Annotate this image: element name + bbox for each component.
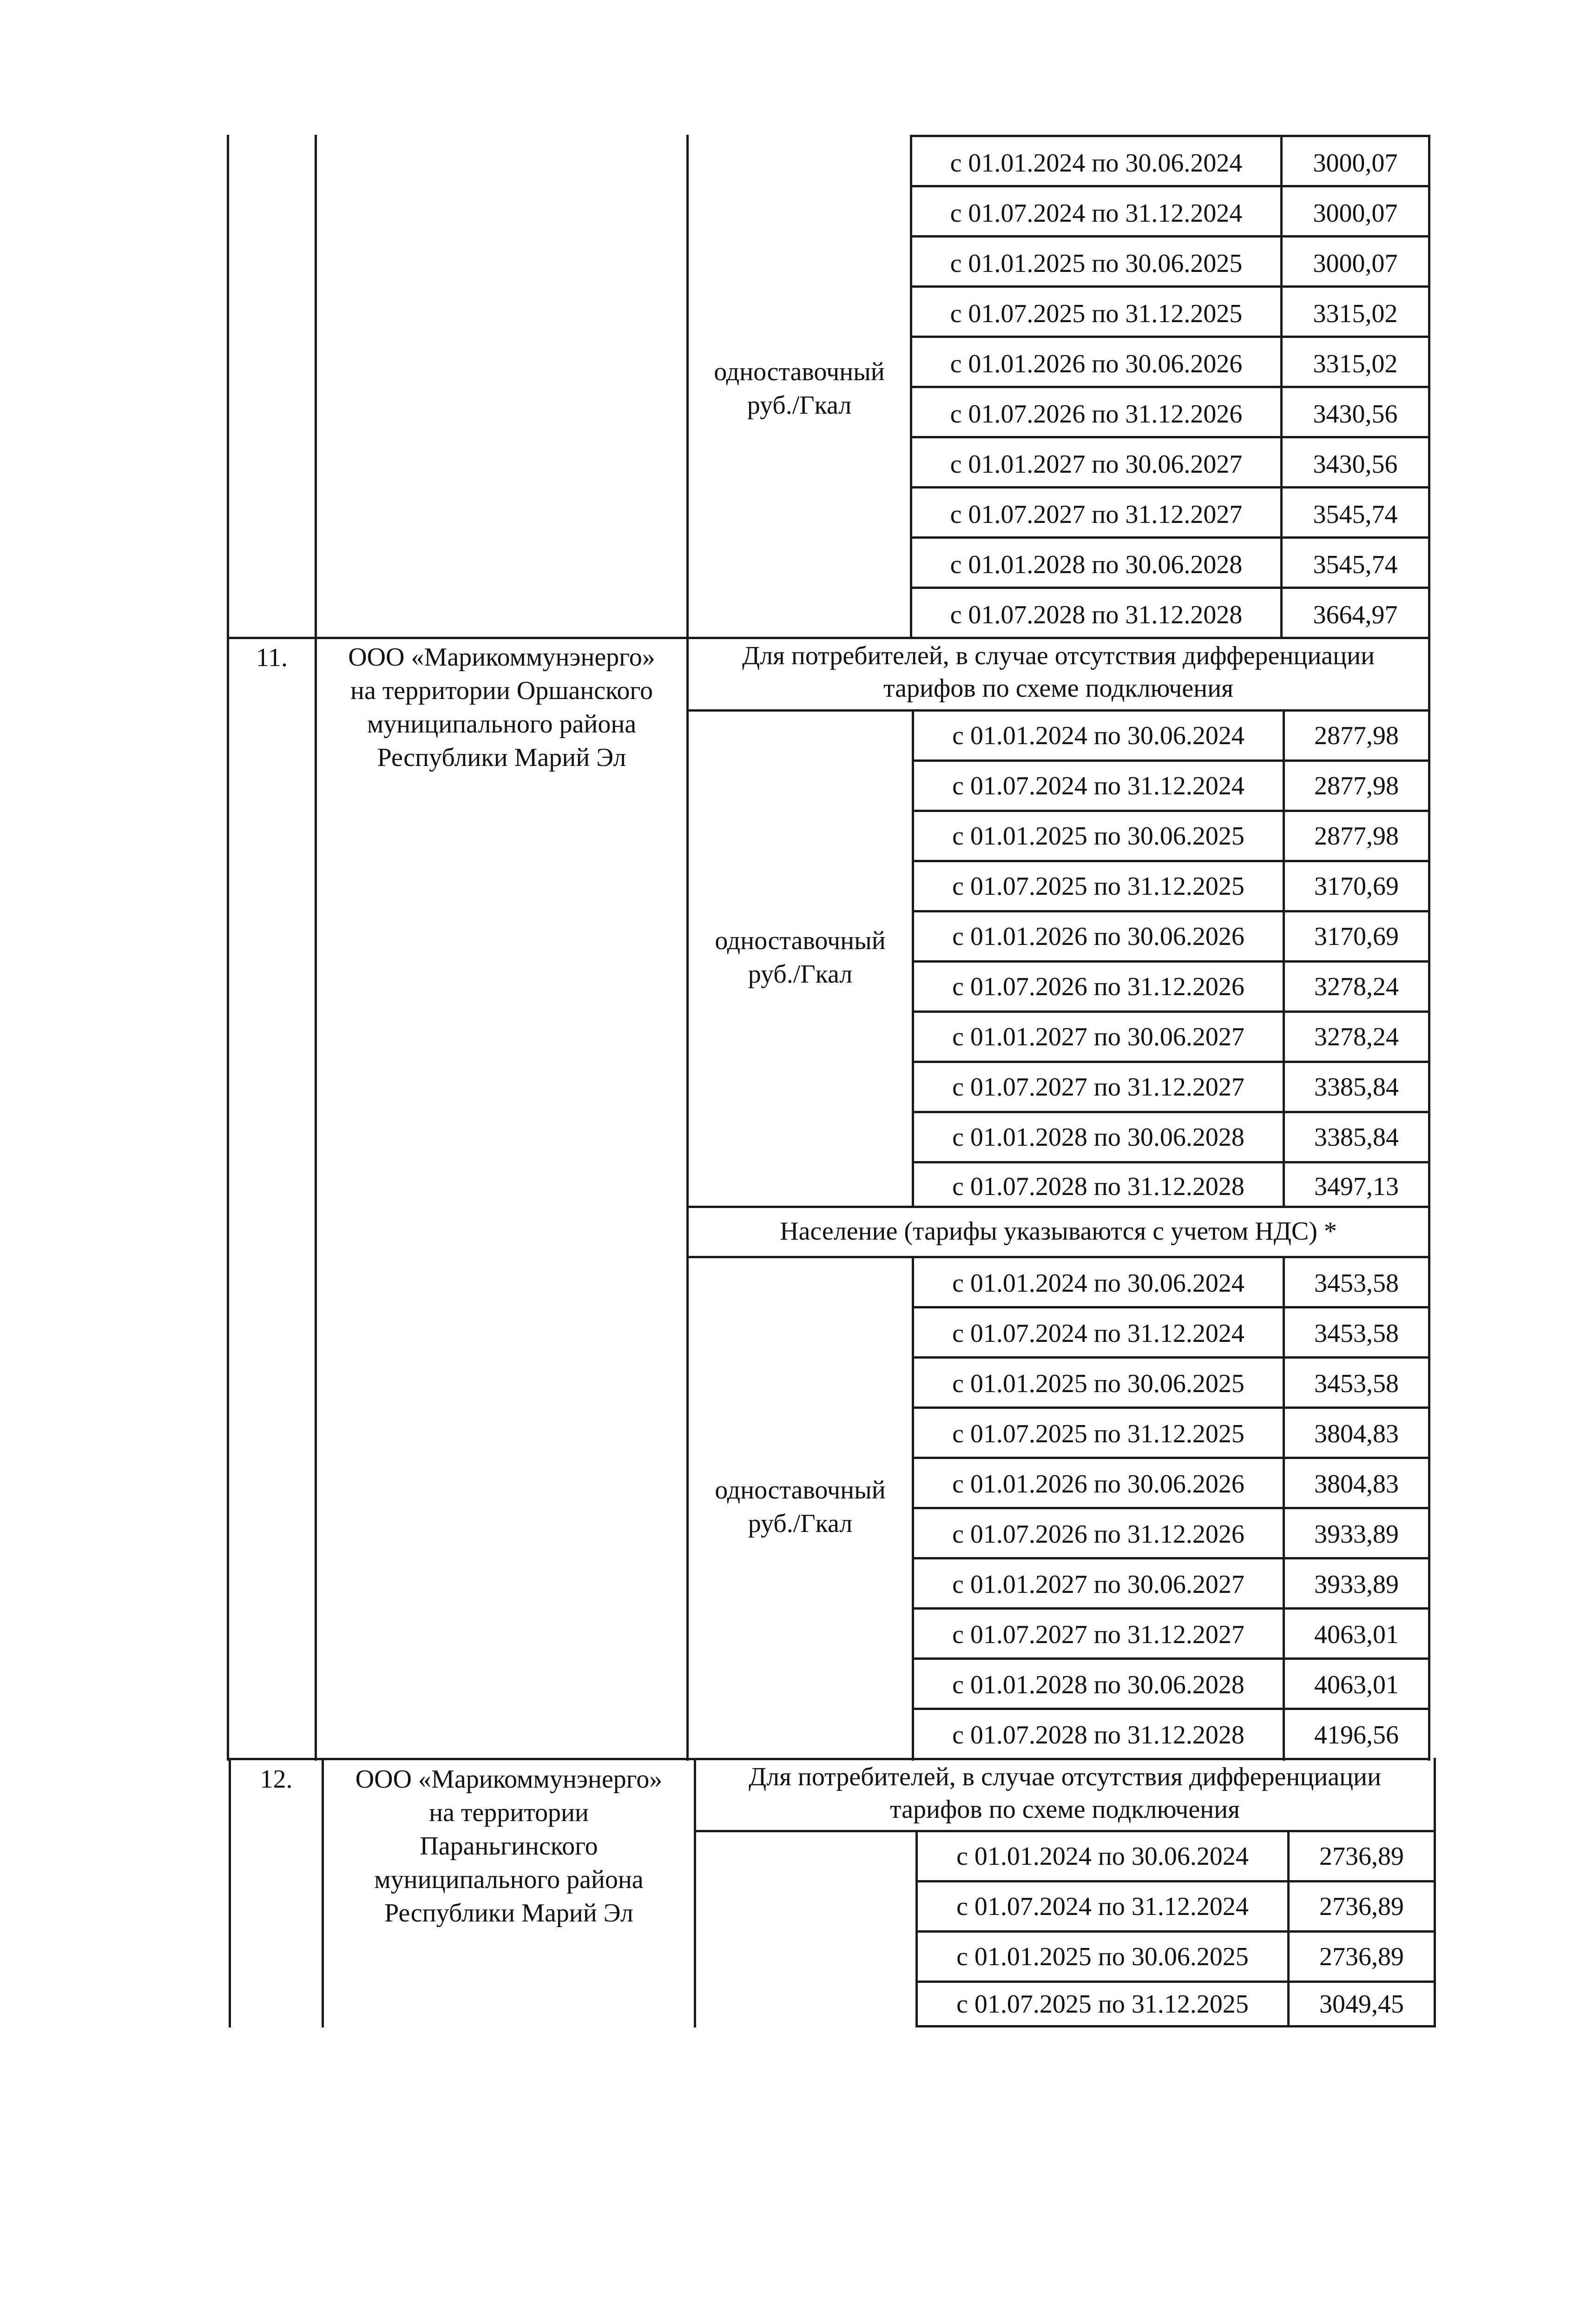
table-border (694, 1830, 1436, 1832)
tariff-value: 3170,69 (1314, 922, 1399, 951)
table-border (315, 135, 317, 639)
tariff-value: 2736,89 (1319, 1842, 1404, 1871)
table-border (912, 1657, 1430, 1660)
period-cell: с 01.07.2026 по 31.12.2026 (952, 1520, 1244, 1549)
table-border (910, 185, 1430, 187)
table-border (915, 1930, 1436, 1933)
table-border (912, 1507, 1430, 1509)
table-border (912, 1061, 1430, 1063)
table-border (912, 1161, 1430, 1163)
tariff-value: 3278,24 (1314, 972, 1399, 1001)
table-border (910, 486, 1430, 489)
population-category-header: Население (тарифы указываются с учетом НДС) * (780, 1217, 1337, 1246)
table-border (912, 1406, 1430, 1409)
period-cell: с 01.07.2024 по 31.12.2024 (952, 772, 1244, 800)
unit-label (689, 1473, 912, 1540)
unit-label (689, 924, 912, 991)
tariff-value: 2877,98 (1314, 772, 1399, 800)
tariff-value: 3430,56 (1313, 450, 1398, 479)
period-cell: с 01.07.2028 по 31.12.2028 (952, 1172, 1244, 1201)
table-border (912, 1356, 1430, 1359)
table-border (227, 637, 1430, 639)
tariff-value: 4063,01 (1314, 1620, 1399, 1649)
table-border (910, 336, 1430, 338)
table-border (915, 1880, 1436, 1882)
tariff-value: 2877,98 (1314, 721, 1399, 750)
period-cell: с 01.07.2027 по 31.12.2027 (950, 500, 1243, 529)
unit-label-line2: руб./Гкал (748, 1509, 853, 1538)
period-cell: с 01.07.2028 по 31.12.2028 (952, 1721, 1244, 1750)
table-border (229, 1758, 231, 2027)
period-cell: с 01.01.2026 по 30.06.2026 (952, 922, 1244, 951)
tariff-value: 4063,01 (1314, 1670, 1399, 1699)
period-cell: с 01.01.2024 по 30.06.2024 (952, 1269, 1244, 1298)
table-border (910, 235, 1430, 238)
tariff-value: 3278,24 (1314, 1023, 1399, 1051)
period-cell: с 01.07.2025 по 31.12.2025 (956, 1990, 1249, 2019)
entry-number: 11. (256, 643, 288, 672)
tariff-value: 3804,83 (1314, 1419, 1399, 1448)
category-line: тарифов по схеме подключения (883, 674, 1233, 703)
table-border (686, 1206, 1430, 1208)
organization-line: ООО «Марикоммунэнерго» (355, 1765, 663, 1794)
tariff-value: 2736,89 (1319, 1942, 1404, 1971)
organization-line: муниципального района (374, 1865, 644, 1894)
period-cell: с 01.01.2024 по 30.06.2024 (956, 1842, 1249, 1871)
organization-line: Республики Марий Эл (377, 743, 626, 772)
table-border (315, 637, 317, 1761)
period-cell: с 01.01.2024 по 30.06.2024 (950, 149, 1243, 178)
period-cell: с 01.07.2024 по 31.12.2024 (950, 199, 1243, 228)
unit-label (689, 355, 910, 422)
tariff-value: 3933,89 (1314, 1520, 1399, 1549)
tariff-value: 3385,84 (1314, 1073, 1399, 1102)
period-cell: с 01.07.2027 по 31.12.2027 (952, 1073, 1244, 1102)
table-border (910, 436, 1430, 438)
tariff-value: 4196,56 (1314, 1721, 1399, 1750)
category-line: тарифов по схеме подключения (890, 1795, 1240, 1824)
period-cell: с 01.07.2026 по 31.12.2026 (952, 972, 1244, 1001)
table-border (910, 587, 1430, 589)
tariff-value: 3000,07 (1313, 249, 1398, 278)
period-cell: с 01.07.2024 по 31.12.2024 (952, 1319, 1244, 1348)
tariff-value: 3664,97 (1313, 601, 1398, 629)
table-border (227, 135, 229, 639)
tariff-value: 3000,07 (1313, 149, 1398, 178)
period-cell: с 01.07.2025 по 31.12.2025 (952, 872, 1244, 901)
organization-line: ООО «Марикоммунэнерго» (348, 643, 655, 672)
tariff-value: 3497,13 (1314, 1172, 1399, 1201)
period-cell: с 01.07.2026 по 31.12.2026 (950, 400, 1243, 429)
tariff-value: 3453,58 (1314, 1319, 1399, 1348)
table-border (915, 2025, 1436, 2027)
organization-line: на территории (429, 1798, 589, 1827)
table-border (1428, 637, 1430, 1761)
table-border (910, 536, 1430, 539)
table-border (910, 285, 1430, 288)
unit-label-line2: руб./Гкал (748, 960, 853, 989)
period-cell: с 01.07.2024 по 31.12.2024 (956, 1892, 1249, 1921)
period-cell: с 01.07.2027 по 31.12.2027 (952, 1620, 1244, 1649)
table-border (686, 709, 1430, 712)
unit-label-line1: одноставочный (715, 926, 886, 955)
tariff-value: 3000,07 (1313, 199, 1398, 228)
table-border (686, 1256, 1430, 1258)
period-cell: с 01.01.2025 по 30.06.2025 (950, 249, 1243, 278)
organization-name (317, 640, 686, 774)
table-border (912, 1457, 1430, 1459)
table-border (227, 637, 229, 1761)
unit-label-line2: руб./Гкал (747, 391, 852, 420)
table-border (912, 759, 1430, 762)
unit-label-line1: одноставочный (715, 1476, 886, 1505)
period-cell: с 01.01.2026 по 30.06.2026 (952, 1470, 1244, 1499)
period-cell: с 01.07.2025 по 31.12.2025 (950, 299, 1243, 328)
period-cell: с 01.01.2027 по 30.06.2027 (952, 1570, 1244, 1599)
tariff-value: 2736,89 (1319, 1892, 1404, 1921)
category-line: Для потребителей, в случае отсутствия дифференциации (742, 641, 1375, 670)
table-border (912, 1010, 1430, 1013)
tariff-value: 3315,02 (1313, 350, 1398, 378)
period-cell: с 01.01.2028 по 30.06.2028 (952, 1123, 1244, 1152)
organization-line: Республики Марий Эл (384, 1899, 633, 1928)
tariff-value: 3804,83 (1314, 1470, 1399, 1499)
organization-line: на территории Оршанского (350, 676, 653, 705)
entry-number: 12. (260, 1765, 293, 1794)
period-cell: с 01.01.2028 по 30.06.2028 (952, 1670, 1244, 1699)
table-border (912, 960, 1430, 963)
period-cell: с 01.07.2028 по 31.12.2028 (950, 601, 1243, 629)
tariff-value: 3315,02 (1313, 299, 1398, 328)
tariff-value: 3430,56 (1313, 400, 1398, 429)
period-cell: с 01.07.2025 по 31.12.2025 (952, 1419, 1244, 1448)
table-border (912, 810, 1430, 812)
tariff-value: 3545,74 (1313, 550, 1398, 579)
table-border (910, 386, 1430, 388)
table-border (912, 1306, 1430, 1308)
tariff-value: 3933,89 (1314, 1570, 1399, 1599)
period-cell: с 01.01.2028 по 30.06.2028 (950, 550, 1243, 579)
period-cell: с 01.01.2025 по 30.06.2025 (952, 1369, 1244, 1398)
tariff-value: 3453,58 (1314, 1269, 1399, 1298)
tariff-value: 3170,69 (1314, 872, 1399, 901)
table-border (912, 1607, 1430, 1610)
table-border (1434, 1758, 1436, 2027)
tariff-value: 3385,84 (1314, 1123, 1399, 1152)
period-cell: с 01.01.2025 по 30.06.2025 (952, 822, 1244, 851)
tariff-value: 2877,98 (1314, 822, 1399, 851)
consumer-category-header (696, 1761, 1434, 1826)
table-border (912, 860, 1430, 862)
table-border (910, 135, 1430, 137)
period-cell: с 01.01.2024 по 30.06.2024 (952, 721, 1244, 750)
table-border (912, 1111, 1430, 1113)
organization-name (324, 1763, 694, 1930)
period-cell: с 01.01.2027 по 30.06.2027 (950, 450, 1243, 479)
table-border (686, 637, 689, 1761)
period-cell: с 01.01.2026 по 30.06.2026 (950, 350, 1243, 378)
consumer-category-header (689, 640, 1428, 705)
unit-label-line1: одноставочный (714, 357, 885, 386)
period-cell: с 01.01.2025 по 30.06.2025 (956, 1942, 1249, 1971)
table-border (912, 910, 1430, 912)
table-border (915, 1981, 1436, 1983)
organization-line: муниципального района (367, 710, 637, 739)
tariff-value: 3453,58 (1314, 1369, 1399, 1398)
tariff-value: 3545,74 (1313, 500, 1398, 529)
category-line: Для потребителей, в случае отсутствия дифференциации (748, 1763, 1382, 1791)
table-border (912, 1557, 1430, 1559)
period-cell: с 01.01.2027 по 30.06.2027 (952, 1023, 1244, 1051)
organization-line: Параньгинского (420, 1832, 598, 1861)
table-border (912, 1708, 1430, 1710)
tariff-value: 3049,45 (1319, 1990, 1404, 2019)
table-border (227, 1758, 1430, 1760)
